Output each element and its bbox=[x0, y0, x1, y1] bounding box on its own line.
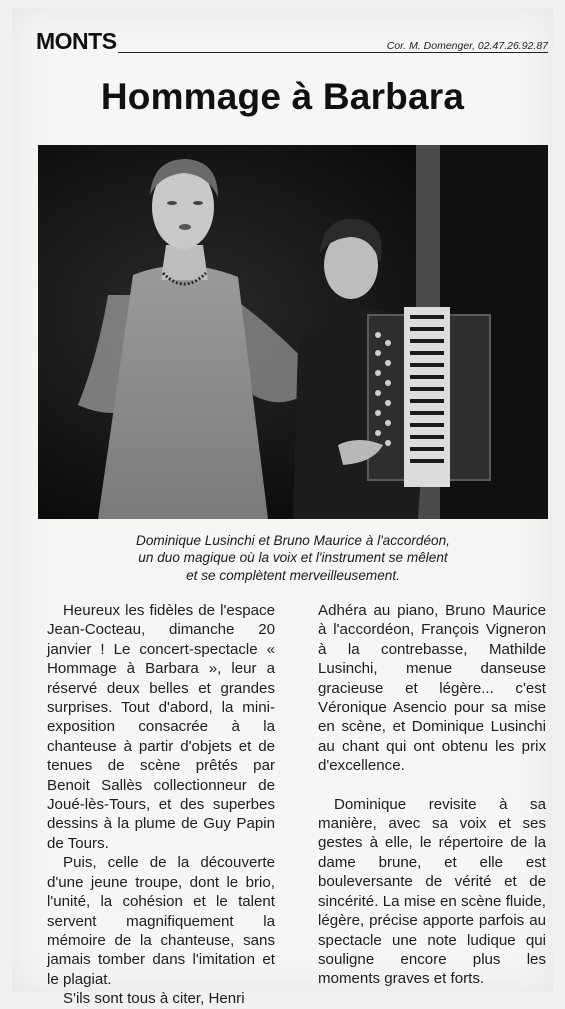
article-column-right bbox=[318, 601, 546, 989]
photo-caption bbox=[38, 532, 548, 584]
article-paragraph: Puis, celle de la découverte d'une jeune troupe, dont le brio, l'unité, la cohésion et le talent servent magnifiquement la mémoire de la chanteuse, sans jamais tomber dans l'imitation et le plagiat. bbox=[47, 854, 275, 988]
caption-line: un duo magique où la voix et l'instrument se mêlent bbox=[138, 550, 448, 566]
caption-line: Dominique Lusinchi et Bruno Maurice à l'accordéon, bbox=[136, 533, 450, 548]
article-paragraph: S'ils sont tous à citer, Henri bbox=[63, 990, 245, 1008]
section-name: MONTS bbox=[36, 28, 117, 54]
correspondent-contact: Cor. M. Domenger, 02.47.26.92.87 bbox=[386, 40, 548, 52]
stage-photo-illustration bbox=[38, 145, 548, 519]
article-paragraph: Heureux les fidèles de l'espace Jean-Cocteau, dimanche 20 janvier ! Le concert-spectacle « Hommage à Barbara », leur a réservé deux belles et grandes surprises. Tout d'abord, la mini-exposition consacrée à la chanteuse à partir d'objets et de tenues de scène prêtés par Benoit Sallès collectionneur de Joué-lès-Tours, et des superbes dessins à la plume de Guy Papin de Tours. bbox=[47, 602, 275, 852]
article-column-left bbox=[47, 601, 275, 1009]
article-title: Hommage à Barbara bbox=[100, 76, 465, 117]
caption-line: et se complètent merveilleusement. bbox=[186, 567, 400, 583]
header-rule bbox=[118, 52, 548, 53]
article-paragraph: Dominique revisite à sa manière, avec sa voix et ses gestes à elle, le répertoire de la dame brune, et elle est bouleversante de vérité et de sincérité. La mise en scène fluide, légère, précise apporte parfois au spectacle une note ludique qui souligne encore plus les moments graves et forts. bbox=[318, 795, 546, 988]
article-paragraph: Adhéra au piano, Bruno Maurice à l'accordéon, François Vigneron à la contrebasse, Mathilde Lusinchi, menue danseuse gracieuse et légère... c'est Véronique Asencio pour sa mise en scène, et Dominique Lusinchi au chant qui ont obtenu les prix d'excellence. bbox=[318, 602, 546, 775]
section-header bbox=[36, 28, 548, 58]
article-photo bbox=[38, 145, 548, 519]
